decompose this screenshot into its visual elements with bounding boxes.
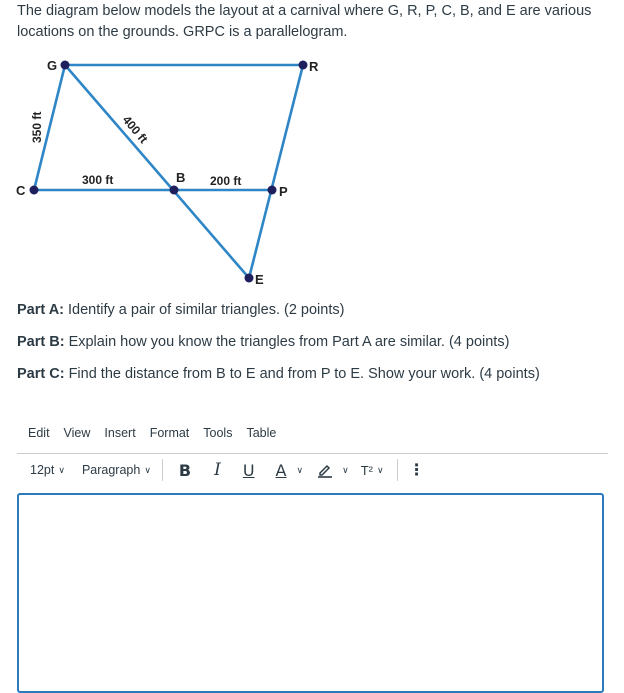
- menu-table[interactable]: Table: [246, 426, 277, 440]
- diagram-points: [30, 61, 308, 283]
- part-b-label: Part B:: [17, 334, 65, 350]
- label-g: G: [47, 58, 58, 73]
- chevron-down-icon: ∨: [342, 464, 349, 475]
- toolbar-separator: [162, 459, 163, 481]
- font-size-value: 12pt: [30, 463, 55, 477]
- part-a: [17, 300, 344, 320]
- bold-button[interactable]: B: [178, 460, 192, 480]
- question-intro: The diagram below models the layout at a carnival where G, R, P, C, B, and E are various locations on the grounds. GRPC is a parallelogram.: [17, 3, 592, 40]
- part-a-label: Part A:: [17, 302, 64, 318]
- part-c-text: Find the distance from B to E and from P to E. Show your work. (4 points): [64, 366, 540, 382]
- menu-tools[interactable]: Tools: [203, 426, 233, 440]
- part-b: [17, 332, 509, 352]
- menu-view[interactable]: View: [63, 426, 91, 440]
- block-format-value: Paragraph: [81, 463, 141, 477]
- chevron-down-icon: ∨: [376, 464, 384, 475]
- length-gb: 400 ft: [119, 112, 151, 146]
- chevron-down-icon: ∨: [296, 464, 304, 475]
- point-g: [61, 61, 70, 70]
- segment-rp: [249, 65, 303, 278]
- editor-menubar: [28, 426, 276, 440]
- part-c-label: Part C:: [17, 366, 65, 382]
- superscript-button[interactable]: [361, 463, 384, 478]
- length-cb: 300 ft: [82, 173, 114, 187]
- segment-ge: [65, 65, 249, 278]
- part-a-text: Identify a pair of similar triangles. (2 points): [64, 302, 345, 318]
- point-b: [170, 186, 179, 195]
- more-options-icon[interactable]: ⋮: [408, 462, 425, 479]
- highlighter-icon: [317, 462, 333, 478]
- label-r: R: [309, 59, 319, 74]
- text-color-button[interactable]: [276, 461, 304, 480]
- underline-button[interactable]: U: [242, 460, 255, 480]
- rich-text-editor-area[interactable]: [17, 493, 604, 693]
- chevron-down-icon: ∨: [144, 464, 151, 475]
- label-b: B: [176, 170, 186, 185]
- superscript-icon: T²: [360, 462, 373, 478]
- font-size-select[interactable]: [30, 463, 65, 477]
- block-format-select[interactable]: [82, 463, 151, 477]
- highlight-color-button[interactable]: [317, 462, 349, 478]
- carnival-diagram: [0, 50, 340, 290]
- diagram-lines: [34, 65, 303, 278]
- point-c: [30, 186, 39, 195]
- point-r: [299, 61, 308, 70]
- label-c: C: [16, 183, 26, 198]
- editor-toolbar: [17, 458, 425, 482]
- toolbar-separator: [397, 459, 398, 481]
- point-e: [245, 274, 254, 283]
- label-p: P: [279, 184, 288, 199]
- length-gc: 350 ft: [30, 111, 44, 143]
- italic-button[interactable]: I: [214, 460, 221, 480]
- length-bp: 200 ft: [210, 174, 242, 188]
- text-color-icon: A: [275, 460, 287, 480]
- part-c: [17, 364, 540, 384]
- menu-insert[interactable]: Insert: [104, 426, 136, 440]
- label-e: E: [255, 272, 264, 287]
- chevron-down-icon: ∨: [58, 464, 65, 475]
- menu-edit[interactable]: Edit: [28, 426, 50, 440]
- toolbar-divider: [17, 453, 608, 454]
- point-p: [268, 186, 277, 195]
- part-b-text: Explain how you know the triangles from Part A are similar. (4 points): [64, 334, 510, 350]
- menu-format[interactable]: Format: [149, 426, 190, 440]
